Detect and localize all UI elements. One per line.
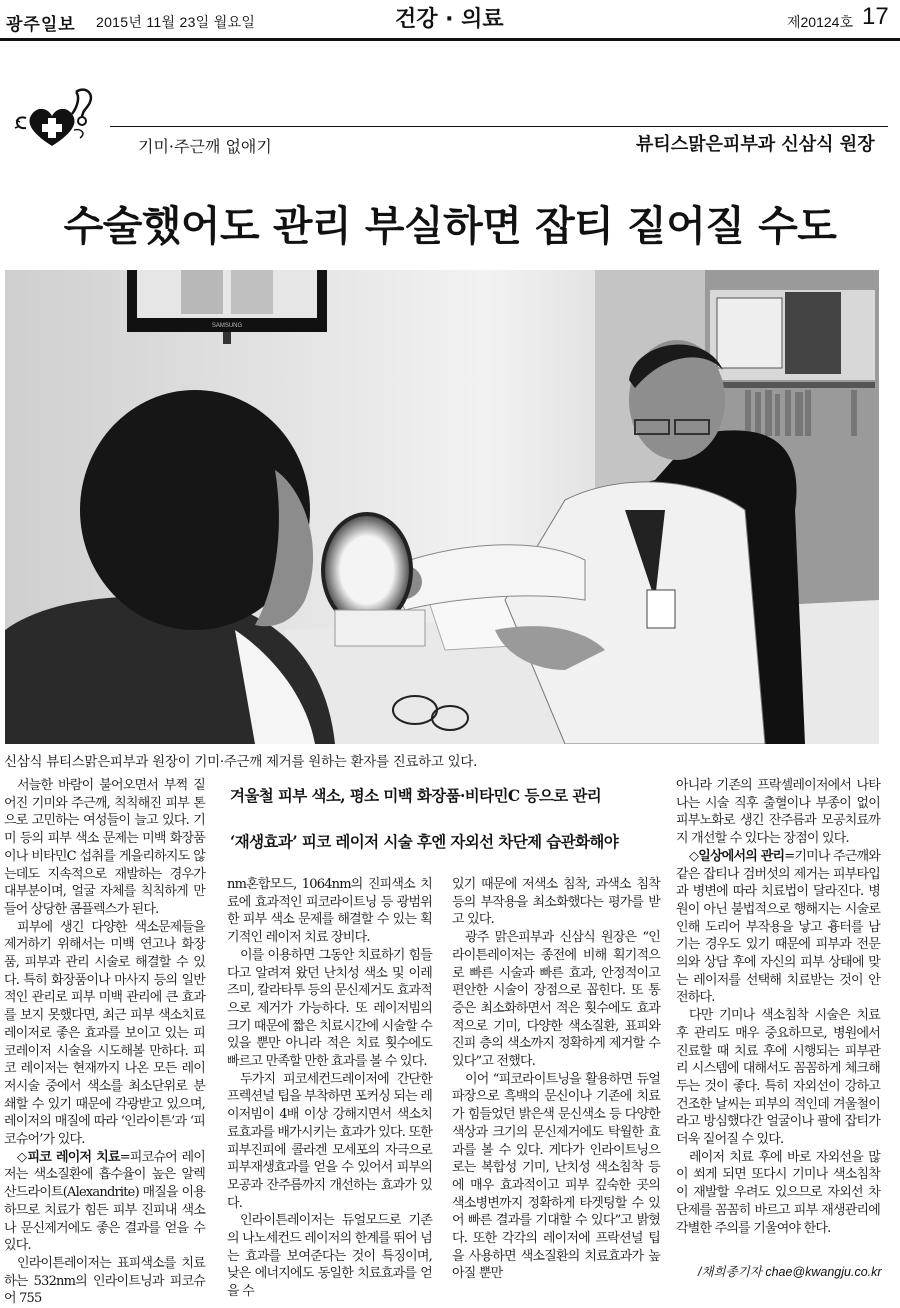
paragraph-text: =피코슈어 레이저는 색소질환에 흡수율이 높은 알렉산드라이트(Alexandrite) 매질을 이용하므로 치료가 힘든 피부 진피내 색소나 문신제거에도 좋은 결과를 얻을 수 있다.: [4, 1149, 205, 1254]
paragraph: 아니라 기존의 프락셀레이저에서 나타나는 시술 직후 출혈이나 부종이 없이 피부노화로 생긴 잔주름과 모공치료까지 개선할 수 있다는 장점이 있다.: [676, 778, 880, 847]
headline: 수술했어도 관리 부실하면 잡티 짙어질 수도: [63, 202, 837, 250]
page-number: 17: [862, 3, 889, 30]
paragraph: 레이저 치료 후에 바로 자외선을 많이 쐬게 되면 또다시 기미나 색소침착이 재발할 우려도 있으므로 자외선 차단제를 꼼꼼히 바르고 피부 재생관리에 각별한 주의를 기울여야 한다.: [676, 1149, 880, 1236]
paragraph: 피부에 생긴 다양한 색소문제들을 제거하기 위해서는 미백 연고나 화장품, 피부과 관리 시술로 해결할 수 있다. 특히 화장품이나 마사지 등의 일반적인 관리로 피부 미백 관리에 큰 효과를 보지 못했다면, 최근 피부 색소치료 레이저로 좋은 효과를 보이고 있는 피코레이저 시술을 시도해볼 만하다. 피코 레이저는 현재까지 나온 모든 레이저시술 중에서 색소를 최소단위로 분쇄할 수 있기 때문에 각광받고 있으며, 레이저의 매질에 따라 ‘인라이튼’과 ‘피코슈어’가 있다.: [4, 919, 205, 1148]
byline: /채희종기자 chae@kwangju.co.kr: [698, 1265, 882, 1279]
issue-date: 2015년 11월 23일 월요일: [96, 14, 256, 30]
article-column-3: [452, 876, 660, 1283]
paragraph: 광주 맑은피부과 신삼식 원장은 “인라이튼레이저는 종전에 비해 획기적으로 빠른 시술과 빠른 효과, 안정적이고 편안한 시술이 장점으로 꼽힌다. 또 통증은 최소화하면서 적은 횟수에도 효과적으로 기미, 다양한 색소질환, 표피와 진피 층의 색소까지 정확하게 제거할 수 있다”고 전했다.: [452, 930, 660, 1070]
column-name: 기미·주근깨 없애기: [138, 137, 272, 156]
article-column-4: [676, 777, 880, 1237]
article-photo: [5, 270, 879, 744]
paragraph: 서늘한 바람이 불어오면서 부쩍 짙어진 기미와 주근깨, 칙칙해진 피부 톤으로 고민하는 여성들이 늘고 있다. 기미 등의 피부 색소 문제는 미백 화장품이나 비타민C 섭취를 게을리하지도 않는데도 지속적으로 재발하는 경우가 대부분이며, 얼굴 자체를 칙칙하게 만들어 상당한 콤플렉스가 된다.: [4, 778, 205, 917]
paragraph: 두가지 피코세컨드레이저에 간단한 프렉션널 팁을 부착하면 포커싱 되는 레이저빔이 4배 이상 강해지면서 색소치료효과를 배가시키는 효과가 있다. 또한 피부진피에 콜라겐 모세포의 자극으로 피부재생효과를 얻을 수 있어서 피부의 모공과 잔주름까지 개선하는 효과가 있다.: [227, 1071, 432, 1211]
heart-stethoscope-icon: [12, 88, 98, 150]
article-column-1: [4, 777, 205, 1308]
paragraph: [4, 1149, 205, 1255]
paragraph: nm혼합모드, 1064nm의 진피색소 치료에 효과적인 피코라이트닝 등 광범위한 피부 색소 문제를 해결할 수 있는 획기적인 레이저 치료 장비다.: [227, 877, 432, 946]
paragraph: 이어 “피코라이트닝을 활용하면 듀얼파장으로 흑백의 문신이나 기존에 치료가 힘들었던 밝은색 문신색소 등 다양한 색상과 크기의 문신제거에도 탁월한 효과를 볼 수 있다. 게다가 인라이트닝으로는 복합성 기미, 난치성 색소침착 등에 매우 효과적이고 피부 깊숙한 곳의 색소병변까지 정확하게 타겟팅할 수 있어 빠른 결과를 기대할 수 있다”고 밝혔다. 또한 각각의 레이저에 프락션널 팁을 사용하면 색소질환의 치료효과가 높아질 뿐만: [452, 1071, 660, 1282]
column-rule: [110, 126, 888, 127]
monitor-brand: SAMSUNG: [211, 323, 243, 329]
masthead: 광주일보: [6, 15, 76, 35]
paragraph-text: =기미나 주근깨와 같은 잡티나 검버섯의 제거는 피부타입과 병변에 따라 치료법이 달라진다. 병원이 아닌 불법적으로 행해지는 시술로 인해 도리어 부작용을 낳고 흉터를 남기는 경우도 있기 때문에 피부과 전문의와 상담 후에 자신의 피부 상태에 맞는 레이저를 선택해 치료받는 것이 안전하다.: [676, 848, 881, 1006]
issue-number: 제20124호: [787, 14, 853, 30]
section-marker: ◇일상에서의 관리: [689, 848, 785, 864]
section-marker: ◇피코 레이저 치료: [17, 1149, 120, 1165]
column-author: 뷰티스맑은피부과 신삼식 원장: [636, 134, 875, 155]
section-title: 건강 · 의료: [395, 7, 504, 32]
paragraph: [676, 848, 880, 1007]
paragraph: 있기 때문에 저색소 침착, 과색소 침착 등의 부작용을 최소화했다는 평가를 받고 있다.: [452, 877, 660, 928]
header-rule: [0, 38, 900, 41]
subheadline-2: ‘재생효과’ 피코 레이저 시술 후엔 자외선 차단제 습관화해야: [230, 832, 619, 851]
article-column-2: [227, 876, 432, 1301]
paragraph: 이를 이용하면 그동안 치료하기 힘들다고 알려져 왔던 난치성 색소 및 이레즈미, 칼라타투 등의 문신제거도 효과적으로 제거가 가능하다. 또 레이저빔의 크기 때문에 짧은 치료시간에 시술할 수 있을 뿐만 아니라 적은 치료 횟수에도 빠르고 만족할 만한 효과를 볼 수 있다.: [227, 947, 432, 1070]
paragraph: 인라이튼레이저는 듀얼모드로 기존의 나노세컨드 레이저의 한계를 뛰어 넘는 효과를 보여준다는 것이 특징이며, 낮은 에너지에도 동일한 치료효과를 얻을 수: [227, 1213, 432, 1300]
paragraph: 다만 기미나 색소침착 시술은 치료 후 관리도 매우 중요하므로, 병원에서 진료할 때 치료 후에 시행되는 피부관리 시스템에 대해서도 꼼꼼하게 체크해 두는 것이 좋다. 특히 자외선이 강하고 건조한 날씨는 피부의 적인데 겨울철이라고 방심했다간 얼굴이나 팔에 잡티가 더욱 짙어질 수 있다.: [676, 1008, 880, 1148]
photo-caption: 신삼식 뷰티스맑은피부과 원장이 기미·주근깨 제거를 원하는 환자를 진료하고 있다.: [4, 754, 478, 770]
subheadline-1: 겨울철 피부 색소, 평소 미백 화장품·비타민C 등으로 관리: [230, 786, 602, 805]
paragraph: 인라이튼레이저는 표피색소를 치료하는 532nm의 인라이트닝과 피코슈어 755: [4, 1255, 205, 1307]
